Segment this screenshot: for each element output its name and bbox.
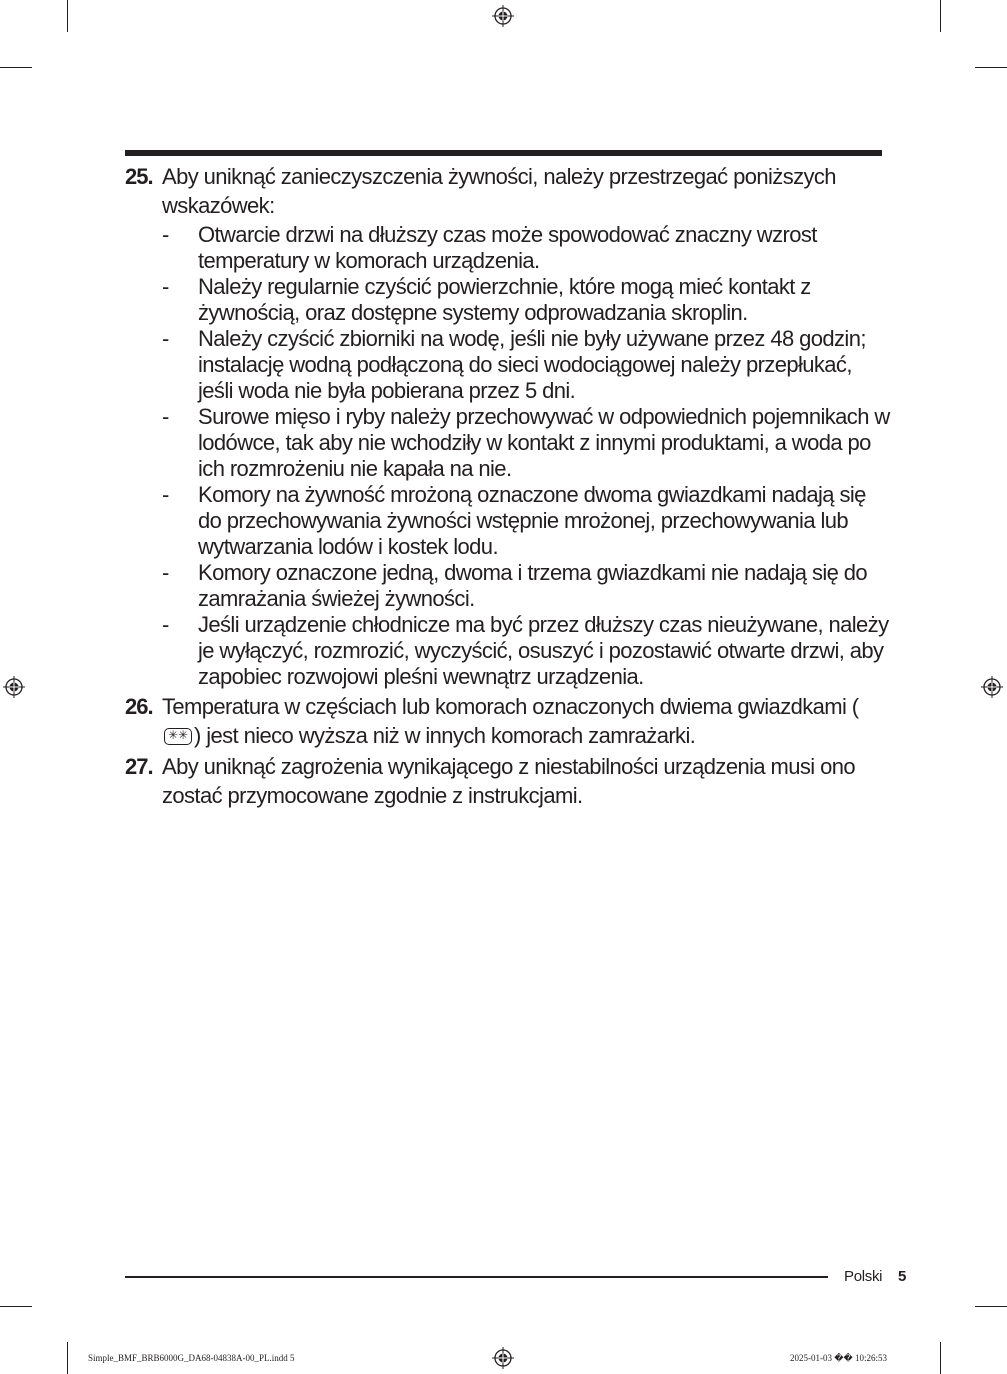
registration-mark-icon: [492, 1347, 514, 1369]
sub-item-text: Należy regularnie czyścić powierzchnie, które mogą mieć kontakt z żywnością, oraz dostępne systemy odprowadzania skroplin.: [198, 274, 811, 325]
sub-item-text: Jeśli urządzenie chłodnicze ma być przez dłuższy czas nieużywane, należy je wyłączyć, rozmrozić, wyczyścić, osuszyć i pozostawić otwarte drzwi, aby zapobiec rozwojowi pleśni wewnątrz urządzenia.: [198, 612, 889, 689]
slug-file: Simple_BMF_BRB6000G_DA68-04838A-00_PL.indd 5: [88, 1353, 295, 1363]
document-body: [125, 162, 890, 812]
sub-item-text: Otwarcie drzwi na dłuższy czas może spowodować znaczny wzrost temperatury w komorach urządzenia.: [198, 222, 817, 273]
sub-item-text: Komory oznaczone jedną, dwoma i trzema gwiazdkami nie nadają się do zamrażania świeżej żywności.: [198, 560, 868, 611]
crop-mark: [0, 1306, 32, 1307]
sub-list: [162, 222, 890, 690]
dash: -: [162, 326, 169, 351]
registration-mark-icon: [3, 676, 25, 698]
footer-rule: [125, 1276, 828, 1278]
crop-mark: [940, 0, 941, 32]
numbered-item-26: [125, 692, 890, 750]
item-number: 27.: [125, 754, 153, 779]
numbered-item-27: [125, 752, 890, 810]
slug-timestamp: 2025-01-03 �� 10:26:53: [790, 1353, 887, 1363]
numbered-item-25: [125, 162, 890, 690]
dash: -: [162, 274, 169, 299]
crop-mark: [67, 1342, 68, 1374]
sub-list-item: [162, 222, 890, 274]
page-number: 5: [898, 1268, 907, 1285]
dash: -: [162, 222, 169, 247]
dash: -: [162, 612, 169, 637]
header-rule: [125, 150, 882, 156]
sub-list-item: [162, 274, 890, 326]
item-number: 25.: [125, 164, 153, 189]
registration-mark-icon: [492, 5, 514, 27]
crop-mark: [0, 67, 32, 68]
sub-list-item: [162, 404, 890, 482]
sub-list-item: [162, 560, 890, 612]
two-star-freezer-icon: ✳ ✳: [164, 728, 192, 745]
sub-item-text: Należy czyścić zbiorniki na wodę, jeśli nie były używane przez 48 godzin; instalację wodną podłączoną do sieci wodociągowej należy przepłukać, jeśli woda nie była pobierana przez 5 dni.: [198, 326, 866, 403]
footer-language: Polski: [844, 1268, 883, 1285]
crop-mark: [940, 1342, 941, 1374]
sub-item-text: Komory na żywność mrożoną oznaczone dwoma gwiazdkami nadają się do przechowywania żywności wstępnie mrożonej, przechowywania lub wytwarzania lodów i kostek lodu.: [198, 482, 866, 559]
sub-list-item: [162, 482, 890, 560]
item-text: Temperatura w częściach lub komorach oznaczonych dwiema gwiazdkami (: [162, 694, 859, 719]
dash: -: [162, 404, 169, 429]
sub-item-text: Surowe mięso i ryby należy przechowywać w odpowiednich pojemnikach w lodówce, tak aby nie wchodziły w kontakt z innymi produktami, a woda po ich rozmrożeniu nie kapała na nie.: [198, 404, 890, 481]
item-text: Aby uniknąć zanieczyszczenia żywności, należy przestrzegać poniższych wskazówek:: [162, 164, 836, 218]
crop-mark: [975, 1306, 1007, 1307]
crop-mark: [975, 67, 1007, 68]
registration-mark-icon: [981, 676, 1003, 698]
item-text: Aby uniknąć zagrożenia wynikającego z niestabilności urządzenia musi ono zostać przymocowane zgodnie z instrukcjami.: [162, 754, 855, 808]
item-text: ) jest nieco wyższa niż w innych komorach zamrażarki.: [194, 723, 696, 748]
dash: -: [162, 560, 169, 585]
dash: -: [162, 482, 169, 507]
item-number: 26.: [125, 694, 153, 719]
sub-list-item: [162, 612, 890, 690]
sub-list-item: [162, 326, 890, 404]
crop-mark: [67, 0, 68, 32]
